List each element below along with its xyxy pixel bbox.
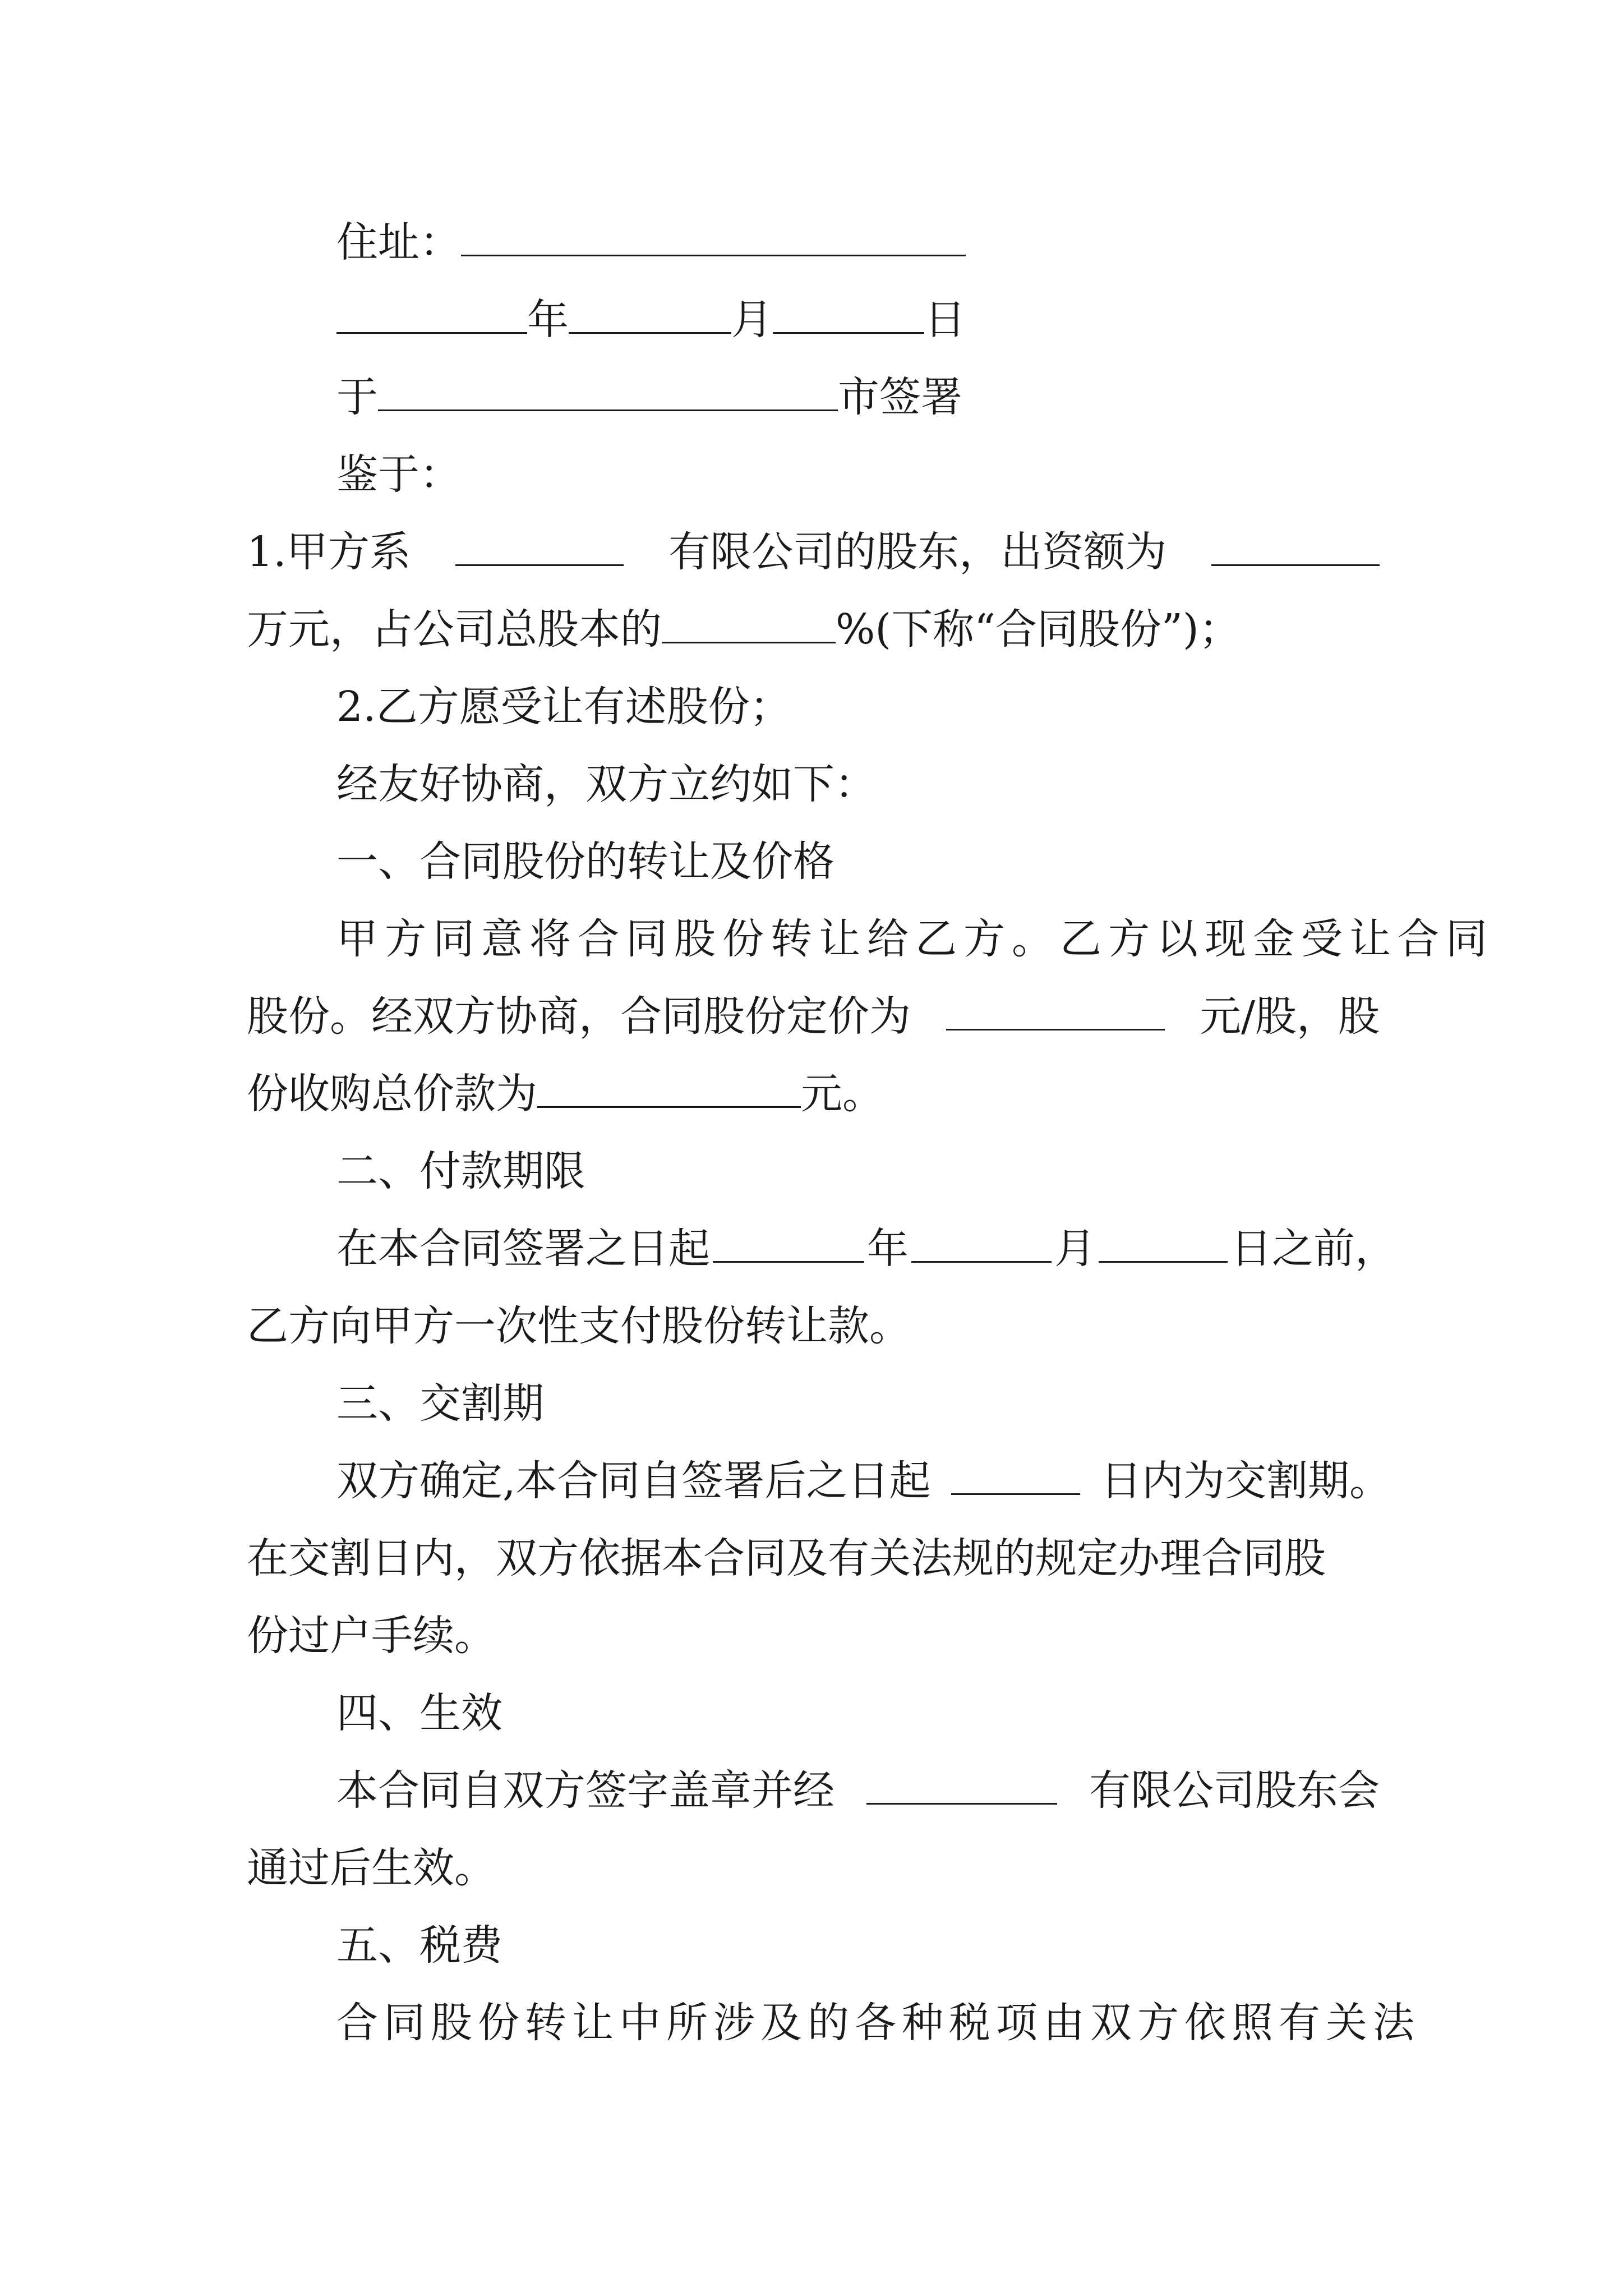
section3-line3: 份过户手续。 — [247, 1612, 496, 1660]
section3-line2 — [247, 1530, 1380, 1586]
item1-text-c: 万元，占公司总股本的 — [247, 605, 662, 654]
year-blank — [336, 293, 527, 334]
section4-line1-text-b: 有限公司股东会 — [1089, 1766, 1380, 1815]
company-name-blank — [866, 1764, 1057, 1805]
payment-year-blank — [713, 1222, 864, 1263]
address-label: 住址： — [336, 218, 461, 266]
signed-at-line — [336, 369, 962, 425]
section1-line1-text: 甲方同意将合同股份转让给乙方。乙方以现金受让合同 — [336, 915, 1494, 963]
section2-title: 二、付款期限 — [336, 1147, 585, 1195]
month-blank — [569, 293, 731, 334]
section5-title: 五、税费 — [336, 1921, 502, 1970]
section2-line1 — [336, 1221, 1396, 1277]
item1-text-a: 1.甲方系 — [247, 528, 411, 576]
month-label: 月 — [731, 296, 773, 344]
capital-blank — [1211, 525, 1380, 566]
whereas-label: 鉴于： — [336, 450, 461, 499]
address-line — [336, 214, 966, 270]
whereas-item1-line2 — [247, 601, 1241, 657]
whereas-item1-line1 — [247, 524, 1380, 580]
section1-line2-text-b: 元/股，股 — [1200, 992, 1380, 1041]
section2-year-label: 年 — [867, 1225, 909, 1273]
item1-text-b: 有限公司的股东，出资额为 — [668, 528, 1167, 576]
section2-month-label: 月 — [1054, 1225, 1096, 1273]
section1-line1 — [336, 911, 1494, 967]
company-blank — [455, 525, 624, 566]
section3-title: 三、交割期 — [336, 1379, 544, 1428]
date-line — [336, 292, 966, 348]
section2-line2: 乙方向甲方一次性支付股份转让款。 — [247, 1302, 911, 1350]
section3-line1-text-a: 双方确定,本合同自签署后之日起 — [336, 1457, 931, 1505]
section3-line1 — [336, 1453, 1391, 1509]
section5-line1-text: 合同股份转让中所涉及的各种税项由双方依照有关法 — [336, 1999, 1420, 2047]
section1-line3-text-b: 元。 — [801, 1070, 884, 1118]
section4-line2: 通过后生效。 — [247, 1844, 496, 1892]
section4-title: 四、生效 — [336, 1689, 502, 1737]
day-blank — [773, 293, 924, 334]
payment-month-blank — [911, 1222, 1052, 1263]
price-per-share-blank — [946, 990, 1165, 1030]
section1-title: 一、合同股份的转让及价格 — [336, 838, 834, 886]
percent-blank — [662, 602, 836, 643]
city-blank — [378, 370, 838, 411]
section1-line3 — [247, 1066, 884, 1122]
section3-line1-text-b: 日内为交割期。 — [1100, 1457, 1391, 1505]
section3-line2-text: 在交割日内，双方依据本合同及有关法规的规定办理合同股 — [247, 1534, 1326, 1582]
section4-line1 — [336, 1763, 1380, 1819]
section2-line1-text-a: 在本合同签署之日起 — [336, 1225, 710, 1273]
section2-line1-text-d: 日之前， — [1230, 1225, 1396, 1273]
payment-day-blank — [1099, 1222, 1228, 1263]
year-label: 年 — [527, 296, 569, 344]
address-blank — [461, 215, 966, 256]
section5-line1 — [336, 1995, 1420, 2051]
section1-line2-text-a: 股份。经双方协商，合同股份定价为 — [247, 992, 911, 1041]
signed-at-prefix: 于 — [336, 373, 378, 421]
section1-line2 — [247, 988, 1380, 1045]
agreement-line: 经友好协商，双方立约如下： — [336, 760, 876, 808]
section4-line1-text-a: 本合同自双方签字盖章并经 — [336, 1766, 834, 1815]
section1-line3-text-a: 份收购总价款为 — [247, 1070, 537, 1118]
whereas-item2: 2.乙方愿受让有述股份； — [336, 683, 791, 731]
total-price-blank — [537, 1067, 801, 1108]
item1-text-d: %(下称“合同股份”)； — [836, 605, 1241, 654]
day-label: 日 — [924, 296, 966, 344]
closing-days-blank — [951, 1454, 1080, 1495]
signed-at-suffix: 市签署 — [838, 373, 962, 421]
